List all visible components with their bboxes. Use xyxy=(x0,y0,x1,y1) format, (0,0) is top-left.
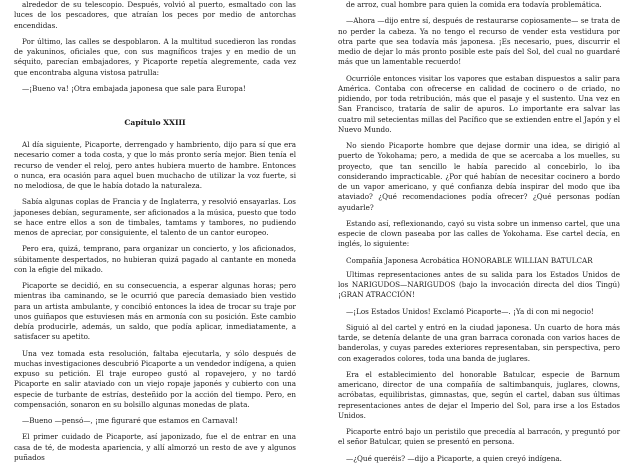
paragraph: —¡Bueno va! ¡Otra embajada japonesa que sale para Europa! xyxy=(22,83,246,93)
paragraph: El primer cuidado de Picaporte, así japonizado, fue el de entrar en una casa de té, de modesta apariencia, y allí almorzó un resto de ave y algunos puñados xyxy=(14,432,296,462)
paragraph: Una vez tomada esta resolución, faltaba ejecutarla, y sólo después de muchas investigaciones descubrió Picaporte a un vendedor indígena, a quien expuso su petición. El traje europeo gustó al ropavejero, y no tardó Picaporte en salir ataviado con un viejo ropaje japonés y cubierto con una especie de turbante de estrías, desteñido por la acción del tiempo. Pero, en compensación, sonaron en su bolsillo algunas monedas de plata. xyxy=(14,348,296,409)
paragraph: —Ahora —dijo entre sí, después de restaurarse copiosamente— se trata de no perder la cabeza. Ya no tengo el recurso de vender esta vestidura por otra parte que sea todavía más japonesa. ¡Es necesario, pues, discurrir el medio de dejar lo más pronto posible este país del Sol, del cual no guardaré más que un lamentable recuerdo! xyxy=(338,16,620,67)
paragraph: —¿Qué queréis? —dijo a Picaporte, a quien creyó indígena. xyxy=(346,453,562,463)
poster-title: Compañía Japonesa Acrobática HONORABLE WILLIAN BATULCAR xyxy=(346,255,593,265)
paragraph: Picaporte entró bajo un peristilo que precedía al barracón, y preguntó por el señor Batulcar, quien se presentó en persona. xyxy=(338,427,620,447)
paragraph: Picaporte se decidió, en su consecuencia, a esperar algunas horas; pero mientras iba caminando, se le ocurrió que parecía demasiado bien vestido para un artista ambulante, y concibió entonces la idea de trocar su traje por unos guiñapos que estuviesen más en armonía con su posición. Este cambio debía producirle, además, un saldo, que podía aplicar, inmediatamente, a satisfacer su apetito. xyxy=(14,281,296,342)
right-column xyxy=(338,0,620,470)
paragraph: No siendo Picaporte hombre que dejase dormir una idea, se dirigió al puerto de Yokohama; pero, a medida de que se acercaba a los muelles, su proyecto, que tan sencillo le había parecido al concebirlo, lo iba considerando impracticable. ¿Por qué habían de necesitar cocinero a bordo de un vapor americano, y qué confianza debía inspirar del modo que iba ataviado? ¿Qué recomendaciones podía ofrecer? ¿Qué personas podían ayudarle? xyxy=(338,141,620,212)
left-column xyxy=(14,0,296,469)
chapter-heading: Capítulo XXIII xyxy=(124,118,186,127)
paragraph: Al día siguiente, Picaporte, derrengado y hambriento, dijo para sí que era necesario comer a toda costa, y que lo más pronto sería mejor. Bien tenía el recurso de vender el reloj, pero antes hubiera muerto de hambre. Entonces o nunca, era ocasión para aquel buen muchacho de utilizar la voz fuerte, si no melodiosa, de que le había dotado la naturaleza. xyxy=(14,140,296,190)
paragraph: —¡Los Estados Unidos! Exclamó Picaporte—. ¡Ya di con mi negocio! xyxy=(346,306,594,316)
paragraph: —Bueno —pensó—, ¡me figuraré que estamos en Carnaval! xyxy=(22,416,238,425)
paragraph: Siguió al del cartel y entró en la ciudad japonesa. Un cuarto de hora más tarde, se detenía delante de una gran barraca coronada con varios haces de banderolas, y cuyas paredes exteriores representaban, sin perspectiva, pero con exagerados colores, toda una banda de juglares. xyxy=(338,322,620,363)
paragraph: Ocurrióle entonces visitar los vapores que estaban dispuestos a salir para América. Contaba con ofrecerse en calidad de cocinero o de criado, no pidiendo, por toda retribución, más que el pasaje y el sustento. Una vez en San Francisco, trataría de salir de apuros. Lo importante era salvar las cuatro mil setecientas millas del Pacífico que se extienden entre el Japón y el Nuevo Mundo. xyxy=(338,73,620,134)
paragraph: alrededor de su telescopio. Después, volvió al puerto, esmaltado con las luces de los pescadores, que atraían los peces por medio de antorchas encendidas. xyxy=(14,0,296,30)
paragraph: de arroz, cual hombre para quien la comida era todavía problemática. xyxy=(346,0,602,9)
paragraph: Por último, las calles se despoblaron. A la multitud sucedieron las rondas de yakuninos, oficiales que, con sus magníficos trajes y en medio de un séquito, parecían embajadores, y Picaporte repetía alegremente, cada vez que encontraba alguna vistosa patrulla: xyxy=(14,36,296,77)
paragraph: Pero era, quizá, temprano, para organizar un concierto, y los aficionados, súbitamente despertados, no hubieran quizá pagado al cantante en moneda con la efigie del mikado. xyxy=(14,244,296,274)
poster-text: Ultimas representaciones antes de su salida para los Estados Unidos de los NARIGUDOS—NARIGUDOS (bajo la invocación directa del dios Tingú) ¡GRAN ATRACCIÓN! xyxy=(338,269,620,300)
paragraph: Estando así, reflexionando, cayó su vista sobre un inmenso cartel, que una especie de clown paseaba por las calles de Yokohama. Ese cartel decía, en inglés, lo siguiente: xyxy=(338,218,620,249)
paragraph: Sabía algunas coplas de Francia y de Inglaterra, y resolvió ensayarlas. Los japoneses debían, seguramente, ser aficionados a la música, puesto que todo se hace entre ellos a son de timbales, tamtams y tambores, no pudiendo menos de apreciar, por consiguiente, el talento de un cantor europeo. xyxy=(14,197,296,237)
paragraph: Era el establecimiento del honorable Batulcar, especie de Barnum americano, director de una compañía de saltimbanquis, juglares, clowns, acróbatas, equilibristas, gimnastas, que, según el cartel, daban sus últimas representaciones antes de dejar el Imperio del Sol, para irse a los Estados Unidos. xyxy=(338,369,620,420)
